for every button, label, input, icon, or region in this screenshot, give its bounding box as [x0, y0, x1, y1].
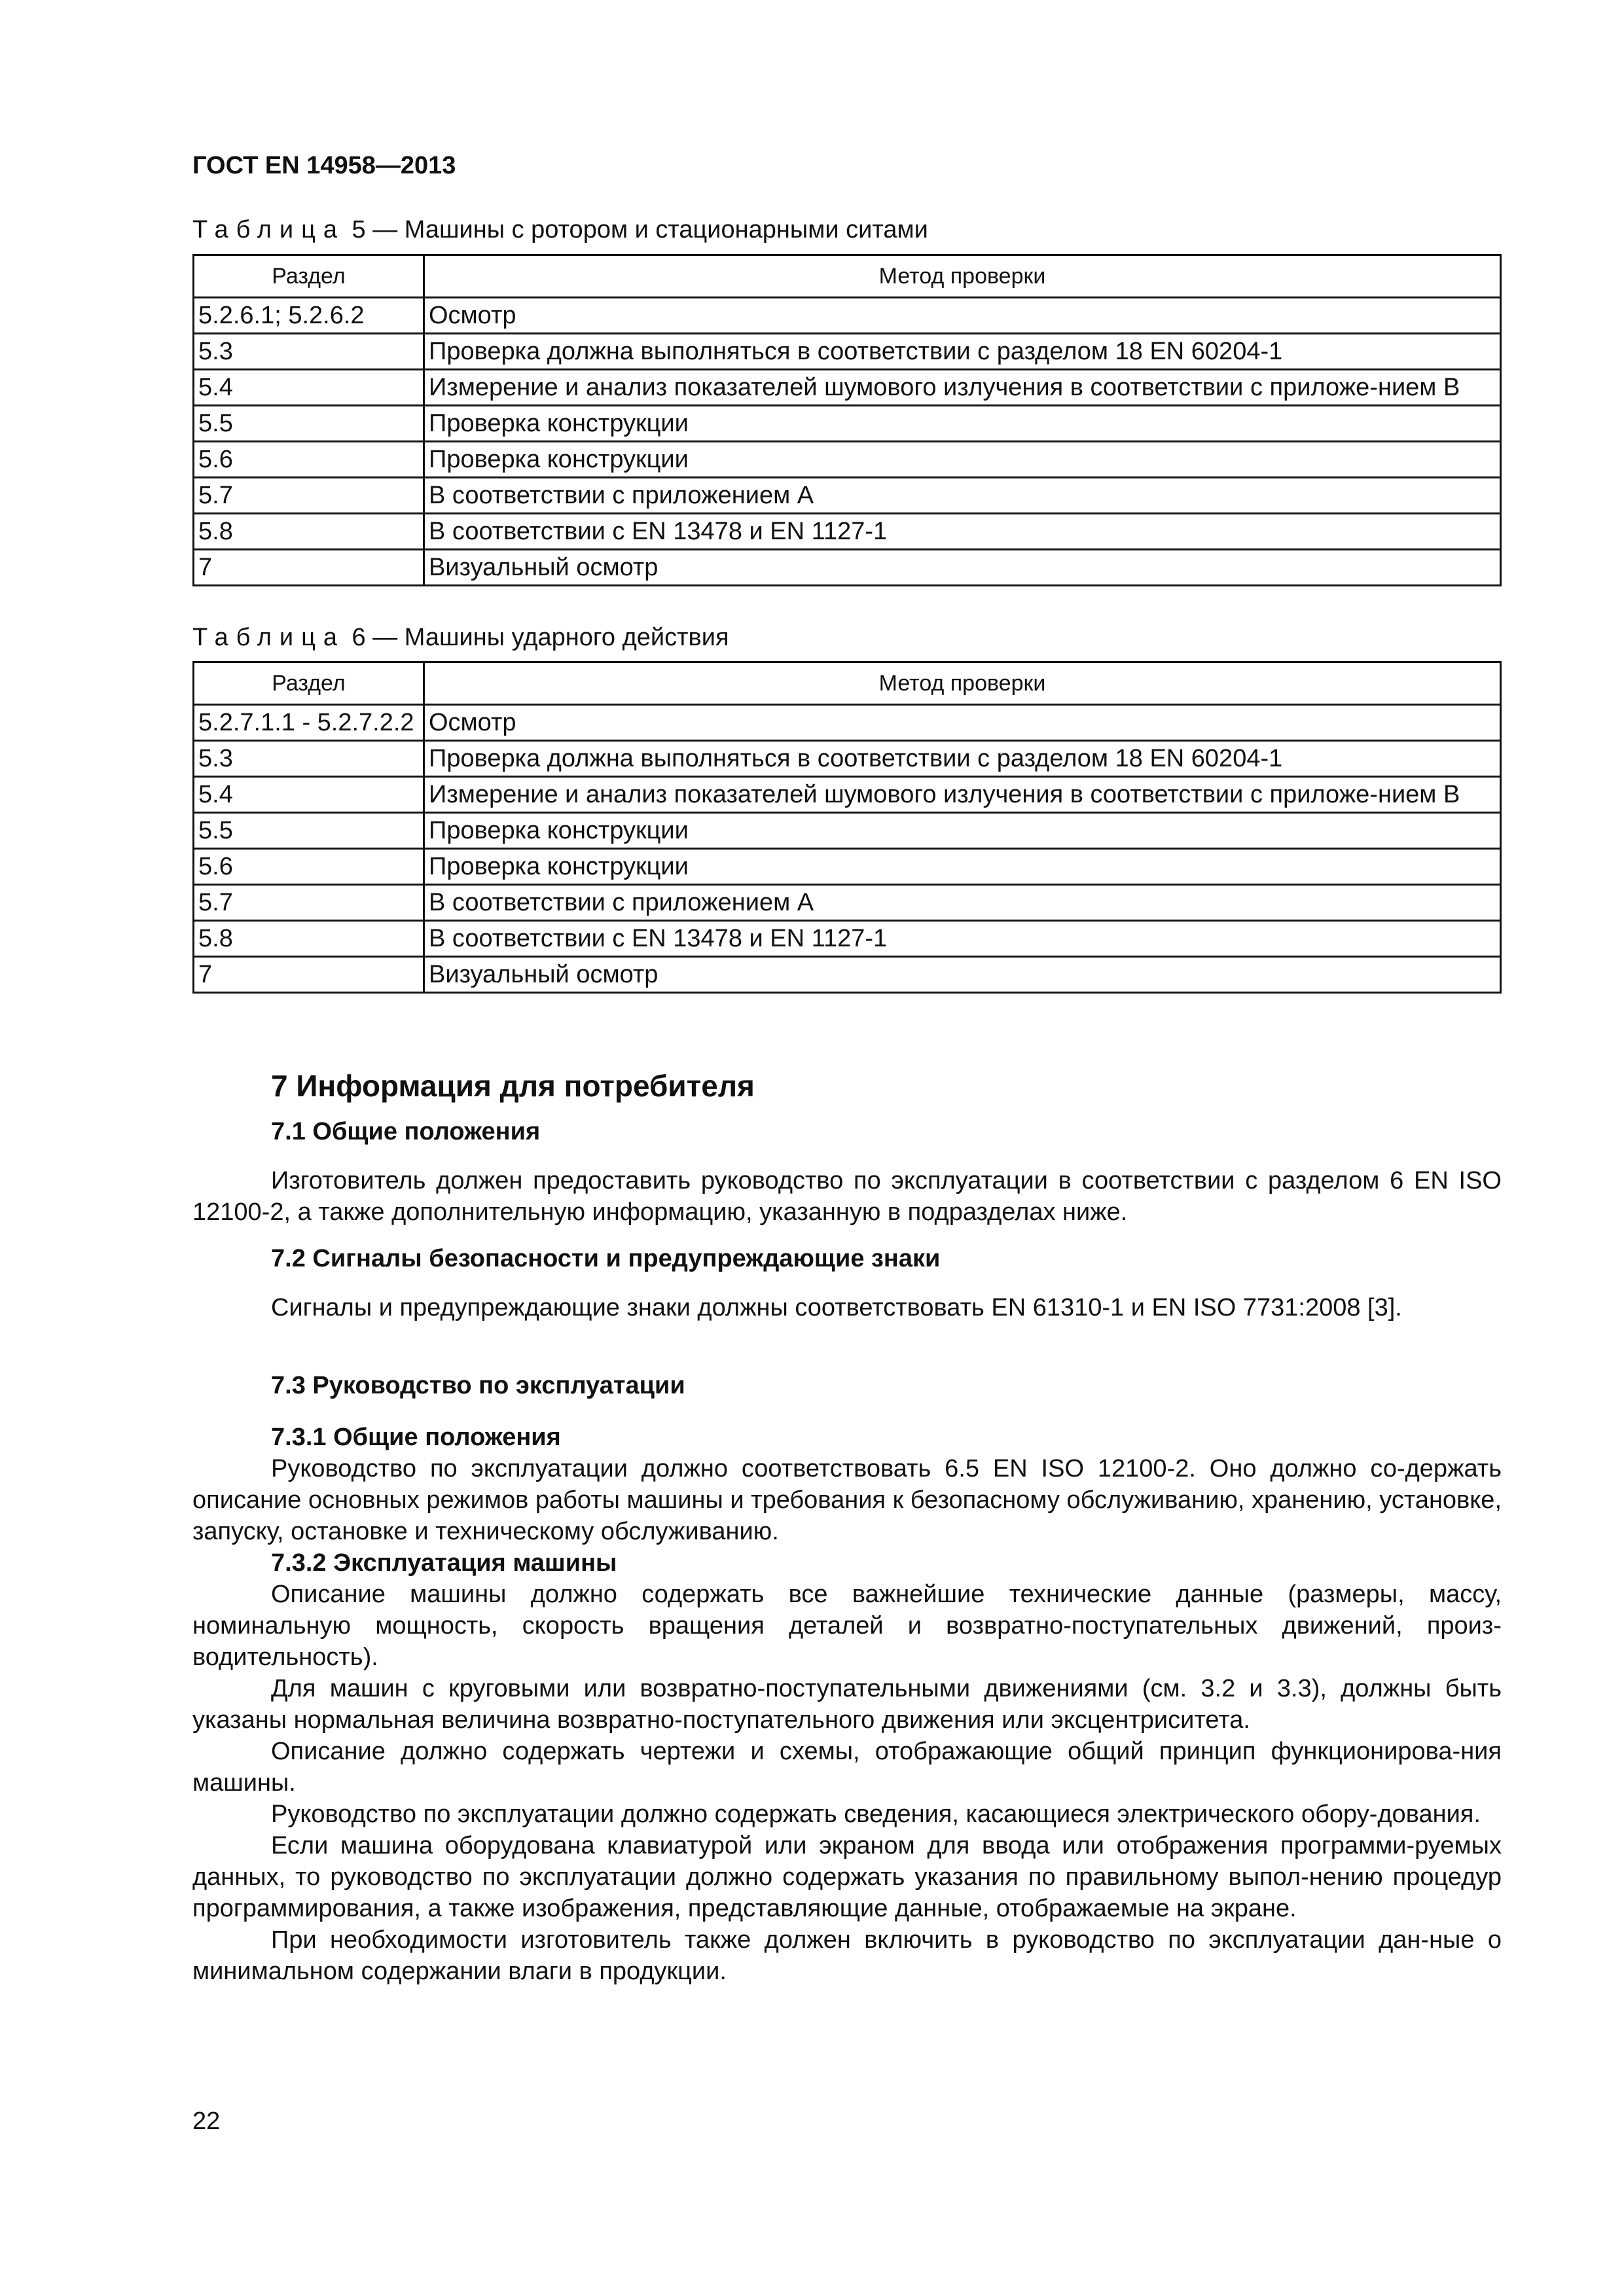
table6-header-row: [194, 662, 1501, 705]
section-7-1-body: [192, 1165, 1502, 1228]
table5-caption-text: 5 — Машины с ротором и стационарными ситами: [345, 216, 928, 243]
table6-cell-section: 5.5: [194, 813, 424, 849]
table5-cell-section: 5.3: [194, 334, 424, 370]
table-row: [194, 813, 1501, 849]
table6-cell-method: В соответствии с приложением А: [424, 885, 1501, 921]
table-row: [194, 406, 1501, 442]
paragraph: Руководство по эксплуатации должно соответствовать 6.5 EN ISO 12100-2. Оно должно со-держать описание основных режимов работы машины и требования к безопасному обслуживанию, хранению, установке, запуску, остановке и техническому обслуживанию.: [192, 1455, 1502, 1545]
table6: [192, 661, 1502, 994]
table-row: [194, 478, 1501, 514]
table6-cell-method: Проверка конструкции: [424, 849, 1501, 885]
table5-cell-method: В соответствии с EN 13478 и EN 1127-1: [424, 514, 1501, 550]
table5-cell-method: В соответствии с приложением А: [424, 478, 1501, 514]
table6-col-method: Метод проверки: [424, 662, 1501, 705]
table-row: [194, 550, 1501, 586]
table5-cell-method: Проверка конструкции: [424, 442, 1501, 478]
table6-cell-method: Осмотр: [424, 705, 1501, 741]
section-7-3-title: 7.3 Руководство по эксплуатации: [271, 1372, 685, 1399]
table5-header-row: [194, 255, 1501, 298]
paragraph: Руководство по эксплуатации должно содержать сведения, касающиеся электрического обору-дования.: [271, 1801, 1481, 1828]
table6-cell-section: 5.8: [194, 921, 424, 957]
table5-cell-section: 5.8: [194, 514, 424, 550]
table6-cell-method: Измерение и анализ показателей шумового излучения в соответствии с приложе-нием В: [424, 777, 1501, 813]
table6-cell-section: 5.4: [194, 777, 424, 813]
paragraph: Изготовитель должен предоставить руководство по эксплуатации в соответствии с разделом 6 EN ISO 12100-2, а также дополнительную информацию, указанную в подразделах ниже.: [192, 1167, 1502, 1226]
table6-cell-method: Проверка конструкции: [424, 813, 1501, 849]
table-row: [194, 370, 1501, 406]
table-row: [194, 334, 1501, 370]
table6-col-section: Раздел: [194, 662, 424, 705]
table-row: [194, 777, 1501, 813]
table5-cell-section: 5.7: [194, 478, 424, 514]
table6-cell-method: Проверка должна выполняться в соответствии с разделом 18 EN 60204-1: [424, 741, 1501, 777]
table6-caption-word: Таблица: [192, 624, 345, 651]
table5-col-method: Метод проверки: [424, 255, 1501, 298]
table5-cell-method: Измерение и анализ показателей шумового излучения в соответствии с приложе-нием В: [424, 370, 1501, 406]
table5-cell-method: Визуальный осмотр: [424, 550, 1501, 586]
section-7-3-2-title: 7.3.2 Эксплуатация машины: [271, 1549, 617, 1577]
table5-caption-word: Таблица: [192, 216, 345, 243]
document-header: ГОСТ EN 14958—2013: [192, 152, 456, 179]
table-row: [194, 849, 1501, 885]
table5-cell-section: 5.2.6.1; 5.2.6.2: [194, 298, 424, 334]
section-7-title: 7 Информация для потребителя: [271, 1069, 755, 1103]
table5-cell-section: 5.5: [194, 406, 424, 442]
table5-cell-method: Проверка конструкции: [424, 406, 1501, 442]
table5-col-section: Раздел: [194, 255, 424, 298]
table-row: [194, 921, 1501, 957]
table-row: [194, 514, 1501, 550]
table5: [192, 254, 1502, 586]
table-row: [194, 957, 1501, 993]
table-row: [194, 298, 1501, 334]
table-row: [194, 885, 1501, 921]
table6-cell-method: Визуальный осмотр: [424, 957, 1501, 993]
section-7-1-title: 7.1 Общие положения: [271, 1118, 541, 1145]
table5-cell-method: Проверка должна выполняться в соответствии с разделом 18 EN 60204-1: [424, 334, 1501, 370]
section-7-3-body: [192, 1422, 1502, 1987]
section-7-3-1-title: 7.3.1 Общие положения: [271, 1424, 561, 1451]
section-7-2-title: 7.2 Сигналы безопасности и предупреждающие знаки: [271, 1245, 941, 1272]
section-7-2-body: [192, 1292, 1502, 1323]
table6-cell-method: В соответствии с EN 13478 и EN 1127-1: [424, 921, 1501, 957]
paragraph: Сигналы и предупреждающие знаки должны соответствовать EN 61310-1 и EN ISO 7731:2008 [3].: [271, 1294, 1402, 1321]
paragraph: При необходимости изготовитель также должен включить в руководство по эксплуатации дан-ные о минимальном содержании влаги в продукции.: [192, 1926, 1502, 1985]
table6-caption: [192, 624, 729, 652]
table5-cell-section: 7: [194, 550, 424, 586]
paragraph: Описание машины должно содержать все важнейшие технические данные (размеры, массу, номинальную мощность, скорость вращения деталей и возвратно-поступательных движений, произ-водительность).: [192, 1581, 1502, 1671]
table5-cell-section: 5.6: [194, 442, 424, 478]
table6-cell-section: 5.7: [194, 885, 424, 921]
table-row: [194, 741, 1501, 777]
table5-cell-section: 5.4: [194, 370, 424, 406]
paragraph: Для машин с круговыми или возвратно-поступательными движениями (см. 3.2 и 3.3), должны быть указаны нормальная величина возвратно-поступательного движения или эксцентриситета.: [192, 1675, 1502, 1734]
table6-cell-section: 7: [194, 957, 424, 993]
paragraph: Если машина оборудована клавиатурой или экраном для ввода или отображения программи-руемых данных, то руководство по эксплуатации должно содержать указания по правильному выпол-нению процедур программирования, а также изображения, представляющие данные, отображаемые на экране.: [192, 1832, 1502, 1922]
table6-caption-text: 6 — Машины ударного действия: [345, 624, 729, 651]
page-number: 22: [192, 2108, 221, 2135]
table6-cell-section: 5.3: [194, 741, 424, 777]
table6-cell-section: 5.6: [194, 849, 424, 885]
table-row: [194, 705, 1501, 741]
table5-caption: [192, 216, 928, 244]
table5-cell-method: Осмотр: [424, 298, 1501, 334]
paragraph: Описание должно содержать чертежи и схемы, отображающие общий принцип функционирова-ния машины.: [192, 1738, 1502, 1797]
table6-cell-section: 5.2.7.1.1 - 5.2.7.2.2: [194, 705, 424, 741]
table-row: [194, 442, 1501, 478]
